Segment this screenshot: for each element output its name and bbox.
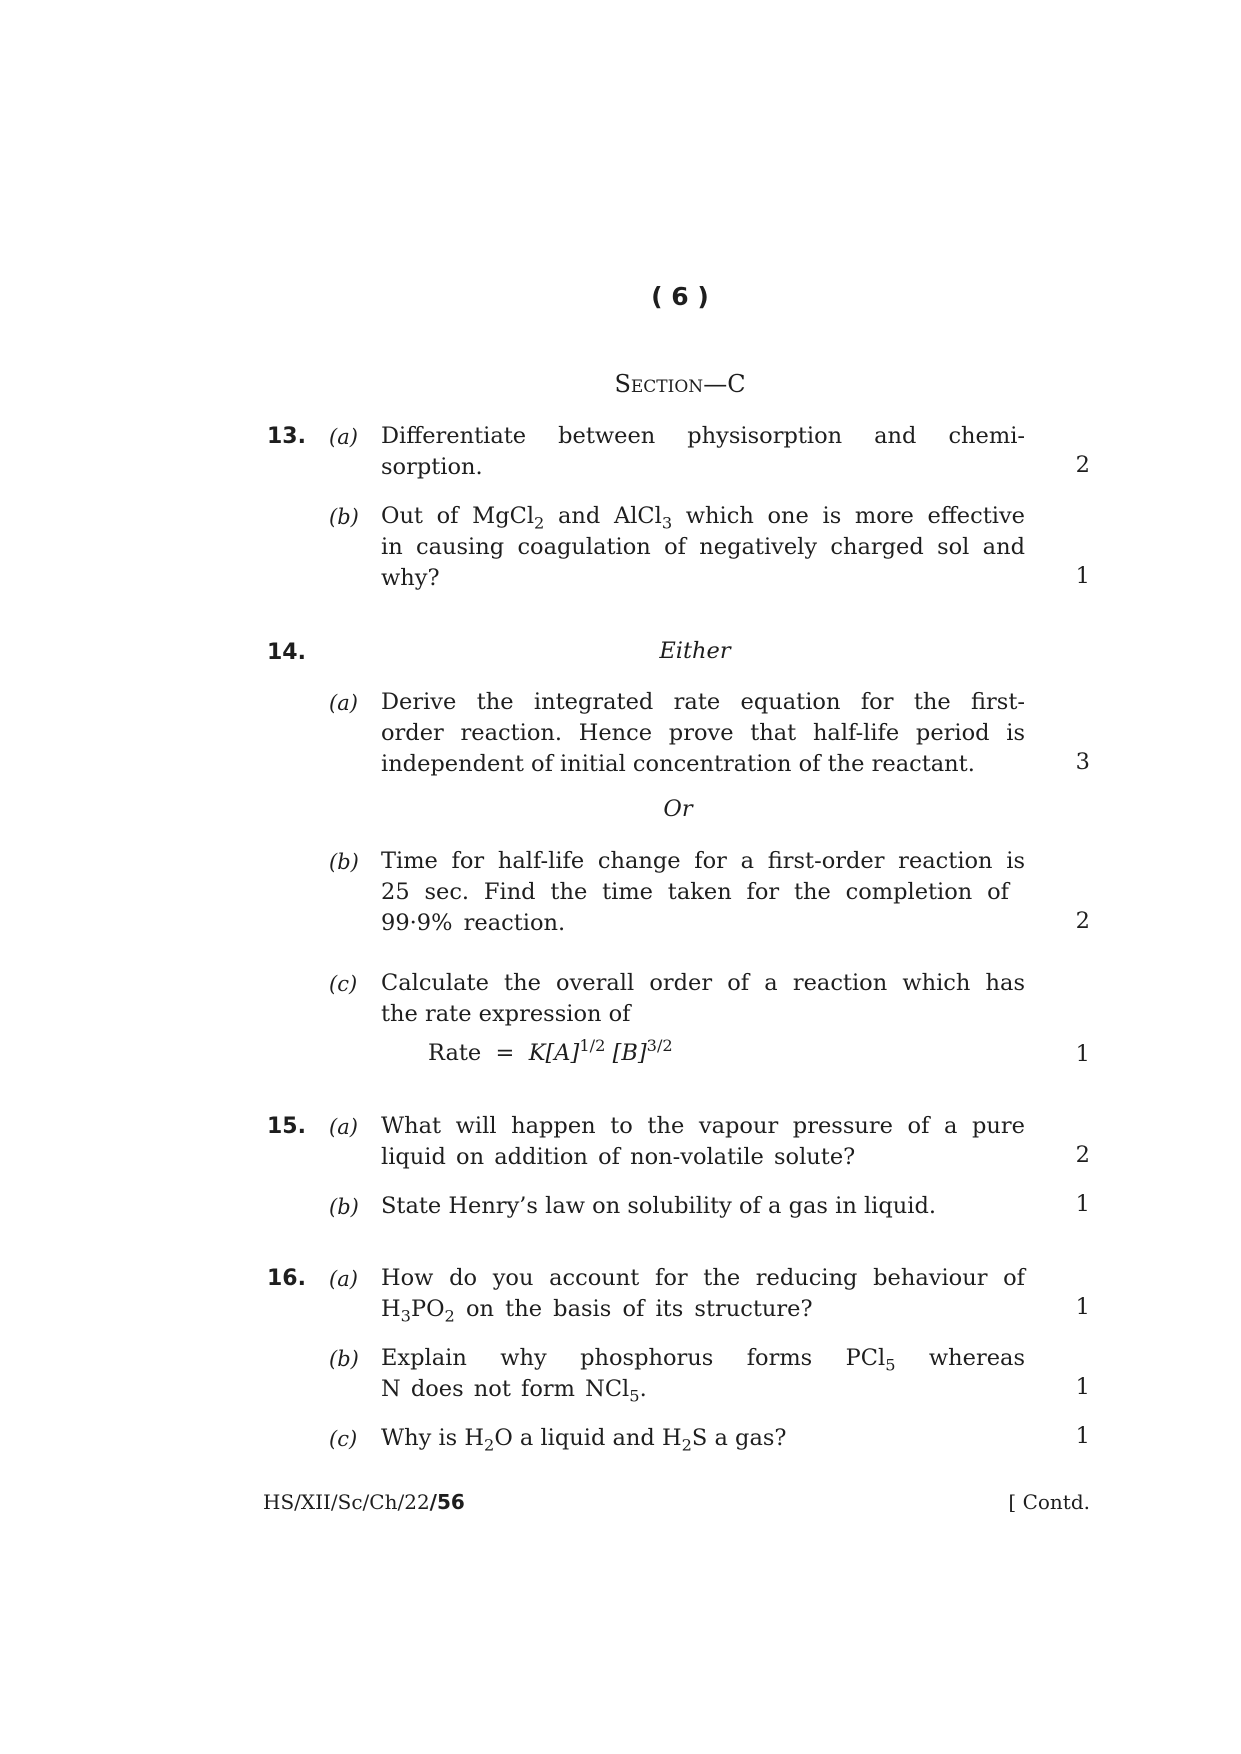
q14-part-a-label: (a) <box>329 691 358 715</box>
q15-part-b-marks: 1 <box>1075 1191 1090 1217</box>
q13-part-a-marks: 2 <box>1075 452 1090 478</box>
q13-part-b-label: (b) <box>329 505 359 529</box>
q14-part-b-label: (b) <box>329 850 359 874</box>
q16-part-c-text: Why is $H_2O$ a liquid and $H_2S$ a gas? <box>381 1425 787 1455</box>
q16-part-a-label: (a) <box>329 1267 358 1291</box>
continued-label: [ Contd. <box>1008 1490 1090 1514</box>
question-14-number: 14. <box>267 640 306 665</box>
q16-part-c-marks: 1 <box>1075 1423 1090 1449</box>
q14-either-label: Either <box>659 638 731 664</box>
q15-part-a-label: (a) <box>329 1115 358 1139</box>
q14-part-c-text: Calculate the overall order of a reaction which has the rate expression of <box>381 970 1025 1027</box>
q16-part-a-text: How do you account for the reducing behaviour of $H_3PO_2$ on the basis of its structure? <box>381 1265 1025 1326</box>
q13-part-b-marks: 1 <box>1075 563 1090 589</box>
paper-code: HS/XII/Sc/Ch/22/56 <box>263 1490 465 1514</box>
q16-part-b-label: (b) <box>329 1347 359 1371</box>
q15-part-a-text: What will happen to the vapour pressure of a pure liquid on addition of non-volatile solute? <box>381 1113 1025 1170</box>
q15-part-b-label: (b) <box>329 1195 359 1219</box>
q16-part-b-marks: 1 <box>1075 1374 1090 1400</box>
q14-part-b-text: Time for half-life change for a first-order reaction is 25 sec. Find the time taken for the completion of 99·9% reaction. <box>381 848 1025 936</box>
q16-part-b-text: Explain why phosphorus forms PCl$_5$ whereas N does not form NCl$_5$. <box>381 1345 1026 1406</box>
q14-or-label: Or <box>663 796 693 822</box>
q16-part-a-marks: 1 <box>1075 1294 1090 1320</box>
q14-part-c-label: (c) <box>329 972 358 996</box>
rate-expression-formula: Rate = $K[A]^{1/2}$ $[B]^{3/2}$ <box>428 1036 673 1066</box>
q15-part-b-text: State Henry’s law on solubility of a gas in liquid. <box>381 1193 936 1219</box>
q14-part-a-text: Derive the integrated rate equation for the first- order reaction. Hence prove that half-life period is independent of initial concentration of the reactant. <box>381 689 1025 777</box>
section-title: Section—C <box>614 370 746 398</box>
page-number: ( 6 ) <box>651 282 709 311</box>
q13-part-a-text: Differentiate between physisorption and chemi- sorption. <box>381 423 1025 480</box>
q13-part-b-text: Out of MgCl$_2$ and AlCl$_3$ which one is more effective in causing coagulation of negatively charged sol and why? <box>381 503 1025 591</box>
q13-part-a-label: (a) <box>329 425 358 449</box>
q14-part-c-marks: 1 <box>1075 1041 1090 1067</box>
q14-part-a-marks: 3 <box>1075 749 1090 775</box>
q14-part-b-marks: 2 <box>1075 908 1090 934</box>
question-15-number: 15. <box>267 1114 306 1139</box>
q15-part-a-marks: 2 <box>1075 1142 1090 1168</box>
q16-part-c-label: (c) <box>329 1427 358 1451</box>
question-16-number: 16. <box>267 1266 306 1291</box>
question-13-number: 13. <box>267 424 306 449</box>
